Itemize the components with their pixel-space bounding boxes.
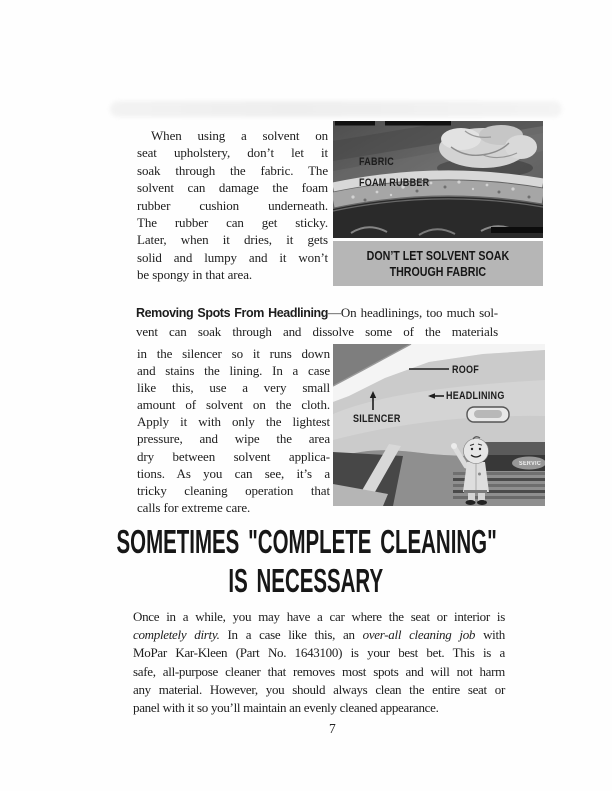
text-line: like this, use a very small: [137, 380, 330, 396]
text-line: [133, 626, 505, 644]
text-line: vent can soak through and dissolve some of the materials: [136, 323, 498, 339]
text-line: solvent can damage the foam: [137, 180, 328, 196]
silencer-label: SILENCER: [353, 413, 401, 425]
text-line: dry between solvent applica-: [137, 448, 330, 464]
heading-text: IS NECESSARY: [228, 562, 384, 599]
scan-mark: [385, 121, 451, 126]
foam-rubber-label: FOAM RUBBER: [359, 177, 430, 189]
hand-with-cloth: [437, 125, 537, 178]
text-line: tions. As you can see, it’s a: [137, 465, 330, 481]
text-line: Once in a while, you may have a car where the seat or interior is: [133, 609, 505, 624]
text-line: any material. However, you should always clean the entire seat or: [133, 681, 505, 697]
text-line: solid and lumpy and it won’t: [137, 249, 328, 265]
dome-light-lens: [474, 410, 502, 418]
text-line: calls for extreme care.: [137, 499, 251, 515]
headlining-photo: [333, 344, 545, 506]
figure-headlining: [333, 344, 545, 506]
service-sign-label: SERVIC: [519, 460, 542, 467]
heading-line: [0, 524, 612, 560]
text-line: and stains the lining. In a case: [137, 363, 330, 379]
text-line: in the silencer so it runs down: [137, 346, 330, 361]
text-line: MoPar Kar-Kleen (Part No. 1643100) is your best bet. This is a: [133, 645, 505, 661]
text-line: pressure, and wipe the area: [137, 431, 330, 447]
text-line: Apply it with only the lightest: [137, 414, 330, 430]
italic-phrase: completely dirty.: [133, 627, 220, 643]
scan-smudge: [110, 101, 562, 117]
headlining-paragraph: [137, 345, 330, 516]
text-line: seat upholstery, don’t let it: [137, 145, 328, 161]
figure-caption: [333, 241, 543, 286]
intro-text: —On headlinings, too much sol-: [328, 305, 498, 320]
text-line: [136, 304, 498, 323]
heading-text: SOMETIMES "COMPLETE CLEANING": [116, 523, 497, 560]
text-line: panel with it so you’ll maintain an evenly cleaned appearance.: [133, 700, 439, 716]
heading-line: [0, 563, 612, 599]
text-line: rubber cushion underneath.: [137, 197, 328, 213]
text-line: soak through the fabric. The: [137, 162, 328, 178]
run-in-heading: Removing Spots From Headlining: [136, 306, 329, 320]
text-line: Later, when it dries, it gets: [137, 232, 328, 248]
headlining-label: HEADLINING: [446, 390, 505, 402]
text-line: When using a solvent on: [151, 128, 328, 143]
headlining-illustration: [333, 344, 545, 506]
text-line: safe, all-purpose cleaner that removes most spots and will not harm: [133, 663, 505, 679]
text-line: be spongy in that area.: [137, 267, 253, 283]
text-line: tricky cleaning operation that: [137, 482, 330, 498]
text-line: The rubber can get sticky.: [137, 215, 328, 231]
headlining-intro: [136, 304, 498, 341]
roof-label: ROOF: [452, 364, 480, 376]
complete-cleaning-paragraph: [133, 608, 505, 717]
text-run: with: [475, 627, 505, 643]
fabric-label: FABRIC: [359, 156, 395, 168]
page-number: 7: [329, 721, 336, 736]
scan-mark: [335, 121, 375, 126]
solvent-paragraph: [137, 127, 328, 284]
caption-line: DON’T LET SOLVENT SOAK: [366, 248, 510, 263]
scan-mark: [491, 227, 543, 233]
seat-cross-section-photo: [333, 121, 543, 238]
figure-solvent-soak: [333, 121, 543, 286]
text-run: In a case like this, an: [219, 627, 363, 643]
caption-line: THROUGH FABRIC: [389, 264, 487, 279]
body-panel-band: [481, 442, 545, 455]
text-line: amount of solvent on the cloth.: [137, 397, 330, 413]
italic-phrase: over-all cleaning job: [362, 627, 476, 643]
